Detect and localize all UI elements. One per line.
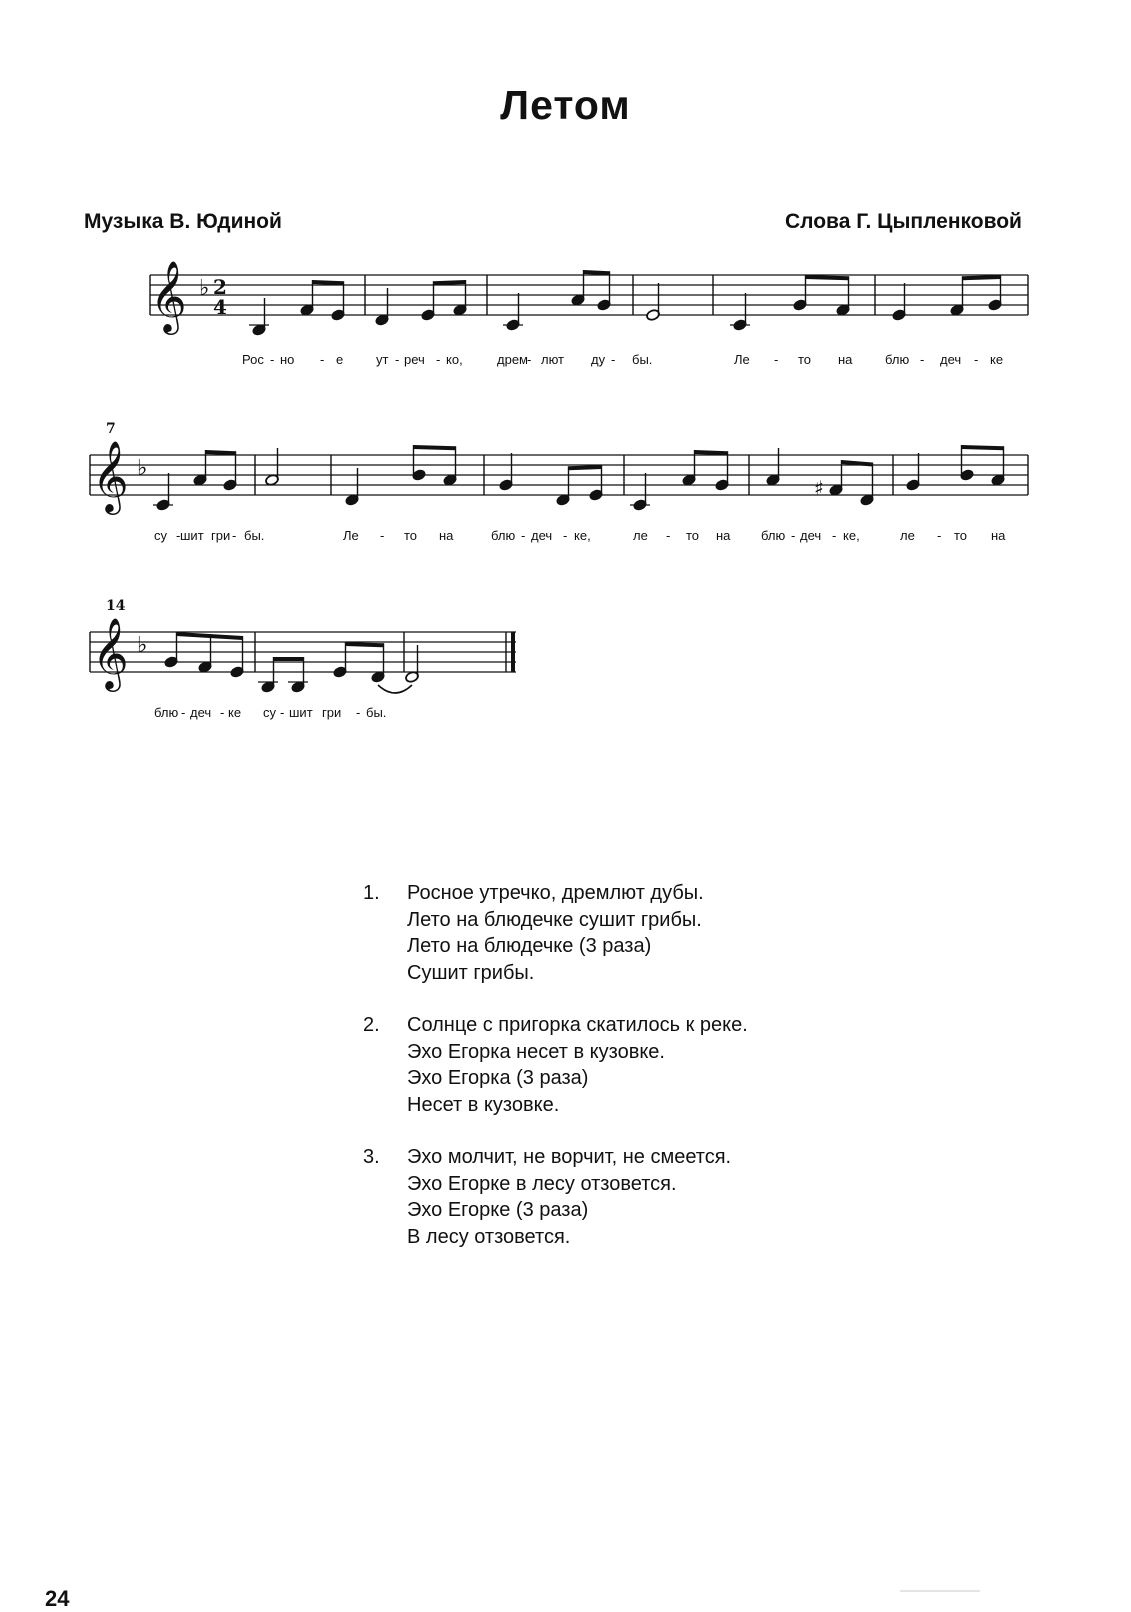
measure-number: 14 xyxy=(106,598,126,614)
lyric-hyphen: - xyxy=(436,352,441,367)
lyric-syllable: то xyxy=(798,352,812,367)
lyric-syllable: Ле xyxy=(343,528,359,543)
lyric-syllable: деч xyxy=(800,528,822,543)
verse-line: Эхо Егорка несет в кузовке. xyxy=(407,1040,665,1063)
lyric-syllable: бы. xyxy=(366,705,387,720)
lyric-hyphen: - xyxy=(920,352,925,367)
key-signature-flat: ♭ xyxy=(137,633,148,658)
lyric-syllable: на xyxy=(716,528,731,543)
lyric-syllable: гри xyxy=(211,528,231,543)
lyric-hyphen: - xyxy=(320,352,325,367)
lyric-syllable: деч xyxy=(531,528,553,543)
lyric-hyphen: - xyxy=(356,705,361,720)
verse-line: Солнце с пригорка скатилось к реке. xyxy=(407,1014,748,1036)
lyric-syllable: су xyxy=(263,705,276,720)
lyric-syllable: блю xyxy=(761,528,786,543)
lyric-syllable: на xyxy=(991,528,1006,543)
verse-2 xyxy=(363,1012,748,1118)
lyric-syllable: ут xyxy=(376,352,389,367)
lyric-syllable: бы. xyxy=(632,352,653,367)
lyric-hyphen: - xyxy=(937,528,942,543)
verses-block xyxy=(363,880,748,1276)
lyric-hyphen: - xyxy=(181,705,186,720)
lyric-syllable: то xyxy=(954,528,968,543)
lyric-syllable: ке, xyxy=(574,528,591,543)
lyric-hyphen: - xyxy=(791,528,796,543)
eighth-beam xyxy=(274,657,304,661)
time-signature-top: 2 xyxy=(213,275,227,299)
lyric-syllable: ке xyxy=(228,705,242,720)
lyric-hyphen: - xyxy=(220,705,225,720)
lyric-syllable: шит xyxy=(180,528,204,543)
key-signature-flat: ♭ xyxy=(199,276,210,301)
lyric-syllable: шит xyxy=(289,705,313,720)
lyric-hyphen: - xyxy=(974,352,979,367)
verse-line: Сушит грибы. xyxy=(407,961,535,984)
treble-clef: 𝄞 xyxy=(92,439,129,512)
lyric-syllable: ко, xyxy=(446,352,463,367)
key-signature-flat: ♭ xyxy=(137,456,148,481)
lyric-hyphen: - xyxy=(176,528,181,543)
lyric-syllable: бы. xyxy=(244,528,265,543)
lyric-syllable: ле xyxy=(900,528,915,543)
treble-clef: 𝄞 xyxy=(150,259,187,332)
lyric-hyphen: - xyxy=(395,352,400,367)
lyric-syllable: но xyxy=(280,352,295,367)
verse-3 xyxy=(363,1144,748,1250)
verse-line: Несет в кузовке. xyxy=(407,1093,560,1116)
lyric-syllable: ду xyxy=(591,352,606,367)
sharp-accidental: ♯ xyxy=(814,476,824,500)
verse-line: Эхо Егорке (3 раза) xyxy=(407,1199,589,1221)
lyric-syllable: ке, xyxy=(843,528,860,543)
lyric-syllable: ке xyxy=(990,352,1004,367)
staff-system-3 xyxy=(0,0,1131,765)
verse-line: Лето на блюдечке (3 раза) xyxy=(407,935,652,957)
lyric-hyphen: - xyxy=(527,352,532,367)
verse-line: Росное утречко, дремлют дубы. xyxy=(407,882,704,904)
measure-number: 7 xyxy=(106,421,116,437)
lyric-syllable: блю xyxy=(885,352,910,367)
verse-line: Лето на блюдечке сушит грибы. xyxy=(407,908,702,931)
lyric-syllable: блю xyxy=(491,528,516,543)
lyric-syllable: Рос xyxy=(242,352,264,367)
verse-line: Эхо молчит, не ворчит, не смеется. xyxy=(407,1146,732,1168)
staff-3-notation xyxy=(0,0,1131,760)
lyric-hyphen: - xyxy=(563,528,568,543)
music-credit: Музыка В. Юдиной xyxy=(84,210,282,233)
verse-1 xyxy=(363,880,748,986)
eighth-beam xyxy=(346,642,384,647)
lyric-syllable: ле xyxy=(633,528,648,543)
lyric-syllable: реч xyxy=(404,352,425,367)
verse-line: В лесу отзовется. xyxy=(407,1225,571,1248)
lyric-syllable: дрем xyxy=(497,352,528,367)
lyric-hyphen: - xyxy=(666,528,671,543)
treble-clef: 𝄞 xyxy=(92,616,129,689)
lyric-syllable: гри xyxy=(322,705,342,720)
lyric-syllable: то xyxy=(686,528,700,543)
page-number: 24 xyxy=(45,1586,70,1611)
lyric-syllable: то xyxy=(404,528,418,543)
words-credit: Слова Г. Цыпленковой xyxy=(785,210,1022,233)
lyric-syllable: на xyxy=(439,528,454,543)
verse-number: 2. xyxy=(363,1014,380,1036)
lyric-syllable: деч xyxy=(940,352,962,367)
verse-line: Эхо Егорка (3 раза) xyxy=(407,1067,589,1089)
lyric-syllable: на xyxy=(838,352,853,367)
lyric-hyphen: - xyxy=(380,528,385,543)
eighth-beam xyxy=(177,632,243,640)
scan-edge-mark xyxy=(900,1590,980,1592)
lyric-hyphen: - xyxy=(521,528,526,543)
lyric-hyphen: - xyxy=(832,528,837,543)
lyric-syllable: е xyxy=(336,352,344,367)
verse-number: 1. xyxy=(363,882,380,904)
verse-line: Эхо Егорке в лесу отзовется. xyxy=(407,1172,677,1195)
lyric-hyphen: - xyxy=(611,352,616,367)
lyric-hyphen: - xyxy=(774,352,779,367)
lyric-syllable: блю xyxy=(154,705,179,720)
lyric-hyphen: - xyxy=(270,352,275,367)
lyric-syllable: лют xyxy=(541,352,565,367)
lyric-syllable: деч xyxy=(190,705,212,720)
lyric-hyphen: - xyxy=(232,528,237,543)
lyric-syllable: су xyxy=(154,528,167,543)
song-title: Летом xyxy=(500,82,631,128)
lyric-syllable: Ле xyxy=(734,352,750,367)
time-signature-bottom: 4 xyxy=(213,295,227,319)
lyric-hyphen: - xyxy=(280,705,285,720)
verse-number: 3. xyxy=(363,1146,380,1168)
tie-slur xyxy=(378,685,412,693)
